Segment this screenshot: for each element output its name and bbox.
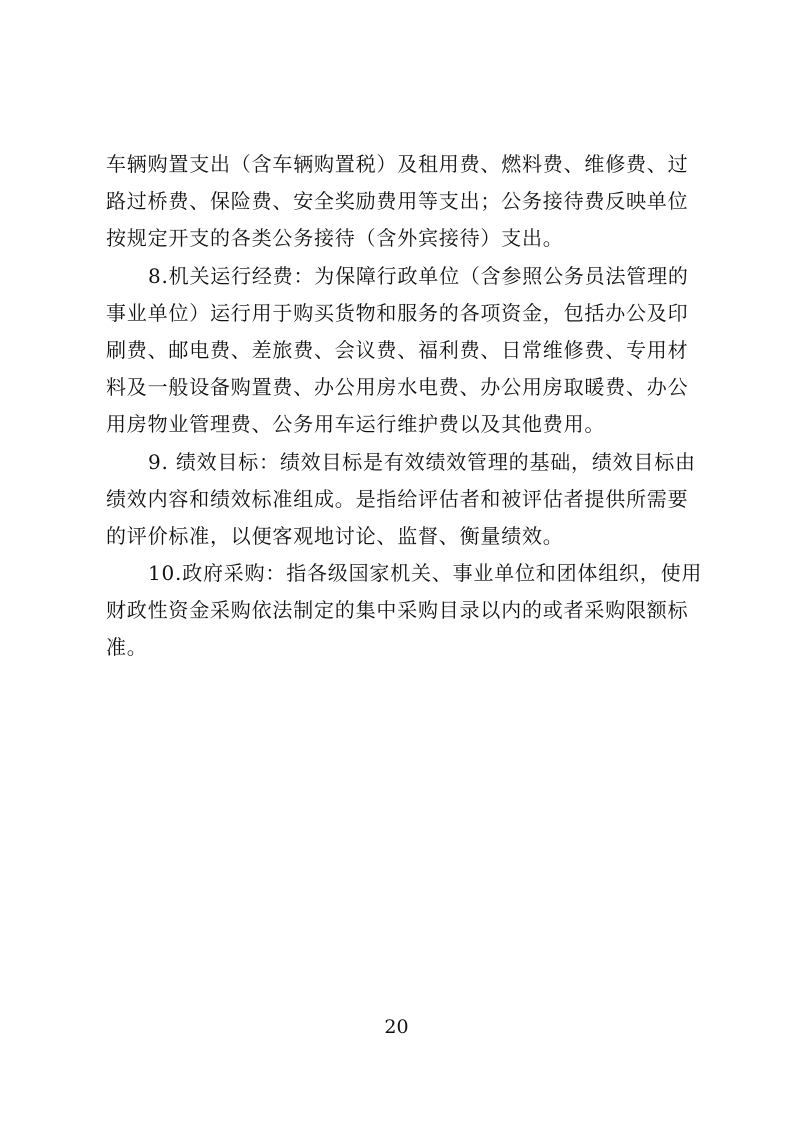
- text-line: 的评价标准，以便客观地讨论、监督、衡量绩效。: [106, 523, 564, 548]
- text-line: 准。: [106, 635, 148, 660]
- text-line: 绩效内容和绩效标准组成。是指给评估者和被评估者提供所需要: [106, 486, 689, 511]
- paragraph-9-start: 9. 绩效目标：绩效目标是有效绩效管理的基础，绩效目标由: [148, 449, 696, 474]
- paragraph-8-start: 8.机关运行经费：为保障行政单位（含参照公务员法管理的: [148, 263, 689, 288]
- text-line: 用房物业管理费、公务用车运行维护费以及其他费用。: [106, 412, 606, 437]
- text-line: 按规定开支的各类公务接待（含外宾接待）支出。: [106, 226, 564, 251]
- text-line: 路过桥费、保险费、安全奖励费用等支出；公务接待费反映单位: [106, 189, 689, 214]
- text-line: 车辆购置支出（含车辆购置税）及租用费、燃料费、维修费、过: [106, 152, 689, 176]
- text-line: 财政性资金采购依法制定的集中采购目录以内的或者采购限额标: [106, 598, 689, 623]
- body-text: [106, 146, 703, 667]
- text-line: 刷费、邮电费、差旅费、会议费、福利费、日常维修费、专用材: [106, 337, 689, 362]
- text-line: 料及一般设备购置费、办公用房水电费、办公用房取暖费、办公: [106, 375, 689, 400]
- paragraph-10-start: 10.政府采购：指各级国家机关、事业单位和团体组织，使用: [148, 561, 703, 586]
- page-number: 20: [384, 1016, 409, 1038]
- text-line: 事业单位）运行用于购买货物和服务的各项资金，包括办公及印: [106, 300, 689, 325]
